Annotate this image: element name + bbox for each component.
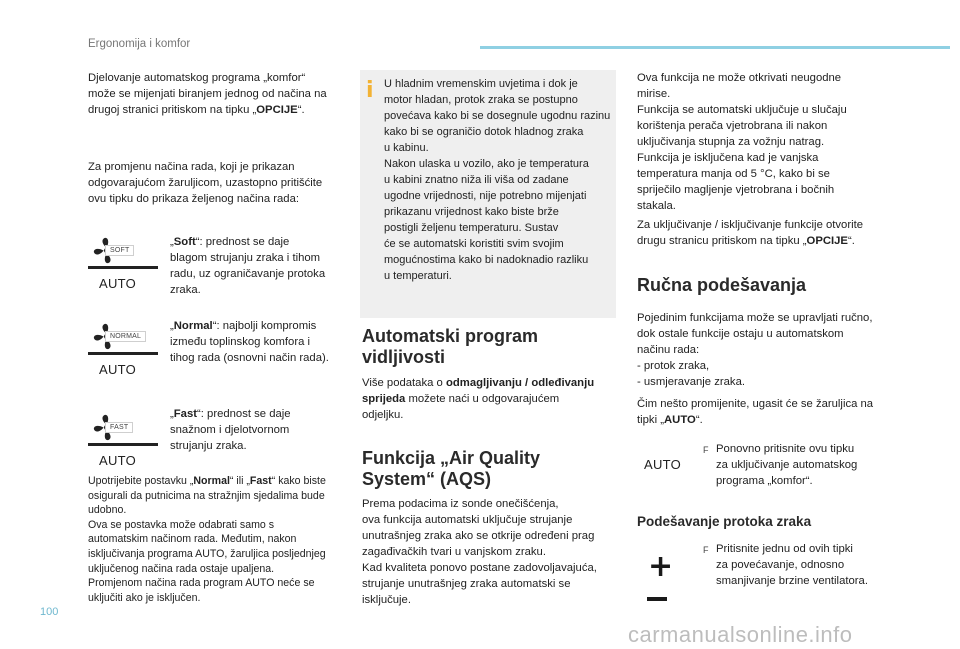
fast-badge: FAST (105, 422, 133, 433)
soft-mode-button (85, 234, 160, 294)
fast-description: „Fast“: prednost se daje snažnom i djelotvornom strujanju zraka. (170, 408, 291, 452)
visibility-paragraph: Više podataka o odmagljivanju / odleđivanju sprijeda možete naći u odgovarajućem odjeljku. (362, 377, 595, 421)
auto-label: AUTO (99, 362, 137, 377)
minus-button (647, 597, 667, 601)
mode-note: Upotrijebite postavku „Normal“ ili „Fast“ kako biste osigurali da putnicima na stražnjim sjedalima bude udobno. Ova se postavka može odabrati samo s automatskim načinom rada. Međutim, nakon isključivanja programa AUTO, žaruljica posljednjeg uključenog načina rada ostaje upaljena. Promjenom načina rada program AUTO neće se uključiti ako je isključen. (88, 475, 326, 604)
header-rule (480, 46, 950, 49)
info-icon: i (366, 78, 374, 103)
aqs-continued: Ova funkcija ne može otkrivati neugodne mirise. Funkcija se automatski uključuje u slučaju korištenja perača vjetrobrana ili nakon uključivanja stupnja za vožnju natrag. Funkcija je isključena kad je vanjska temperatura manja od 5 °C, kako bi se spriječilo magljenje vjetrobrana i bočnih stakala. (637, 72, 847, 212)
watermark: carmanualsonline.info (628, 622, 853, 647)
airflow-heading: Podešavanje protoka zraka (637, 514, 812, 529)
auto-change-paragraph: Čim nešto promijenite, ugasit će se žaruljica na tipki „AUTO“. (637, 398, 874, 426)
section-header: Ergonomija i komfor (88, 38, 191, 50)
fast-mode-button (85, 411, 160, 471)
plus-button: + (648, 549, 674, 584)
soft-description: „Soft“: prednost se daje blagom strujanju zraka i tihom radu, uz ograničavanje protoka zraka. (170, 236, 326, 296)
aqs-heading: Funkcija „Air Quality System“ (AQS) (362, 448, 541, 489)
airflow-instruction: Pritisnite jednu od ovih tipki za povećavanje, odnosno smanjivanje brzine ventilatora. (716, 543, 868, 587)
normal-mode-button (85, 320, 160, 380)
auto-button: AUTO (644, 457, 682, 472)
list-item: - usmjeravanje zraka. (637, 376, 745, 388)
manual-heading: Ručna podešavanja (637, 275, 807, 295)
list-item: - protok zraka, (637, 360, 710, 372)
indicator-line (88, 443, 158, 446)
auto-instruction: Ponovno pritisnite ovu tipku za uključivanje automatskog programa „komfor“. (716, 443, 858, 487)
auto-label: AUTO (99, 453, 137, 468)
aqs-paragraph: Prema podacima iz sonde onečišćenja, ova funkcija automatski uključuje strujanje unutrašnjeg zraka ako se otkrije određeni prag zagađivačkih tvari u vanjskom zraku. Kad kvaliteta ponovo postane zadovoljavajuća, strujanje unutrašnjeg zraka automatski se isključuje. (362, 498, 597, 606)
soft-badge: SOFT (105, 245, 134, 256)
aqs-toggle-paragraph: Za uključivanje / isključivanje funkcije otvorite drugu stranicu pritiskom na tipku „OPCIJE“. (637, 219, 864, 247)
intro-paragraph: Djelovanje automatskog programa „komfor“ može se mijenjati biranjem jednog od načina na drugoj stranici pritiskom na tipku „OPCIJE“. (88, 72, 327, 116)
normal-description: „Normal“: najbolji kompromis između toplinskog komfora i tihog rada (osnovni način rada). (170, 320, 329, 364)
bullet-icon: F (703, 545, 709, 555)
normal-badge: NORMAL (105, 331, 146, 342)
indicator-line (88, 266, 158, 269)
select-mode-paragraph: Za promjenu načina rada, koji je prikazan odgovarajućom žaruljicom, uzastopno pritišćite ovu tipku do prikaza željenog načina rada: (88, 161, 323, 205)
manual-paragraph: Pojedinim funkcijama može se upravljati ručno, dok ostale funkcije ostaju u automatskom načinu rada: - protok zraka, - usmjeravanje zraka. (637, 310, 907, 390)
bullet-icon: F (703, 445, 709, 455)
info-text: U hladnim vremenskim uvjetima i dok je motor hladan, protok zraka se postupno povećava kako bi se dosegnule ugodnu razinu kako bi se ograničio dotok hladnog zraka u kabinu. Nakon ulaska u vozilo, ako je temperatura u kabini znatno niža ili viša od zadane ugodne vrijednosti, nije potrebno mijenjati prikazanu vrijednost kako biste brže postigli željenu temperaturu. Sustav će se automatski koristiti svim svojim mogućnostima kako bi nadoknadio razliku u temperaturi. (384, 78, 611, 282)
page-number: 100 (40, 606, 59, 618)
indicator-line (88, 352, 158, 355)
auto-label: AUTO (99, 276, 137, 291)
visibility-heading: Automatski program vidljivosti (362, 326, 539, 367)
